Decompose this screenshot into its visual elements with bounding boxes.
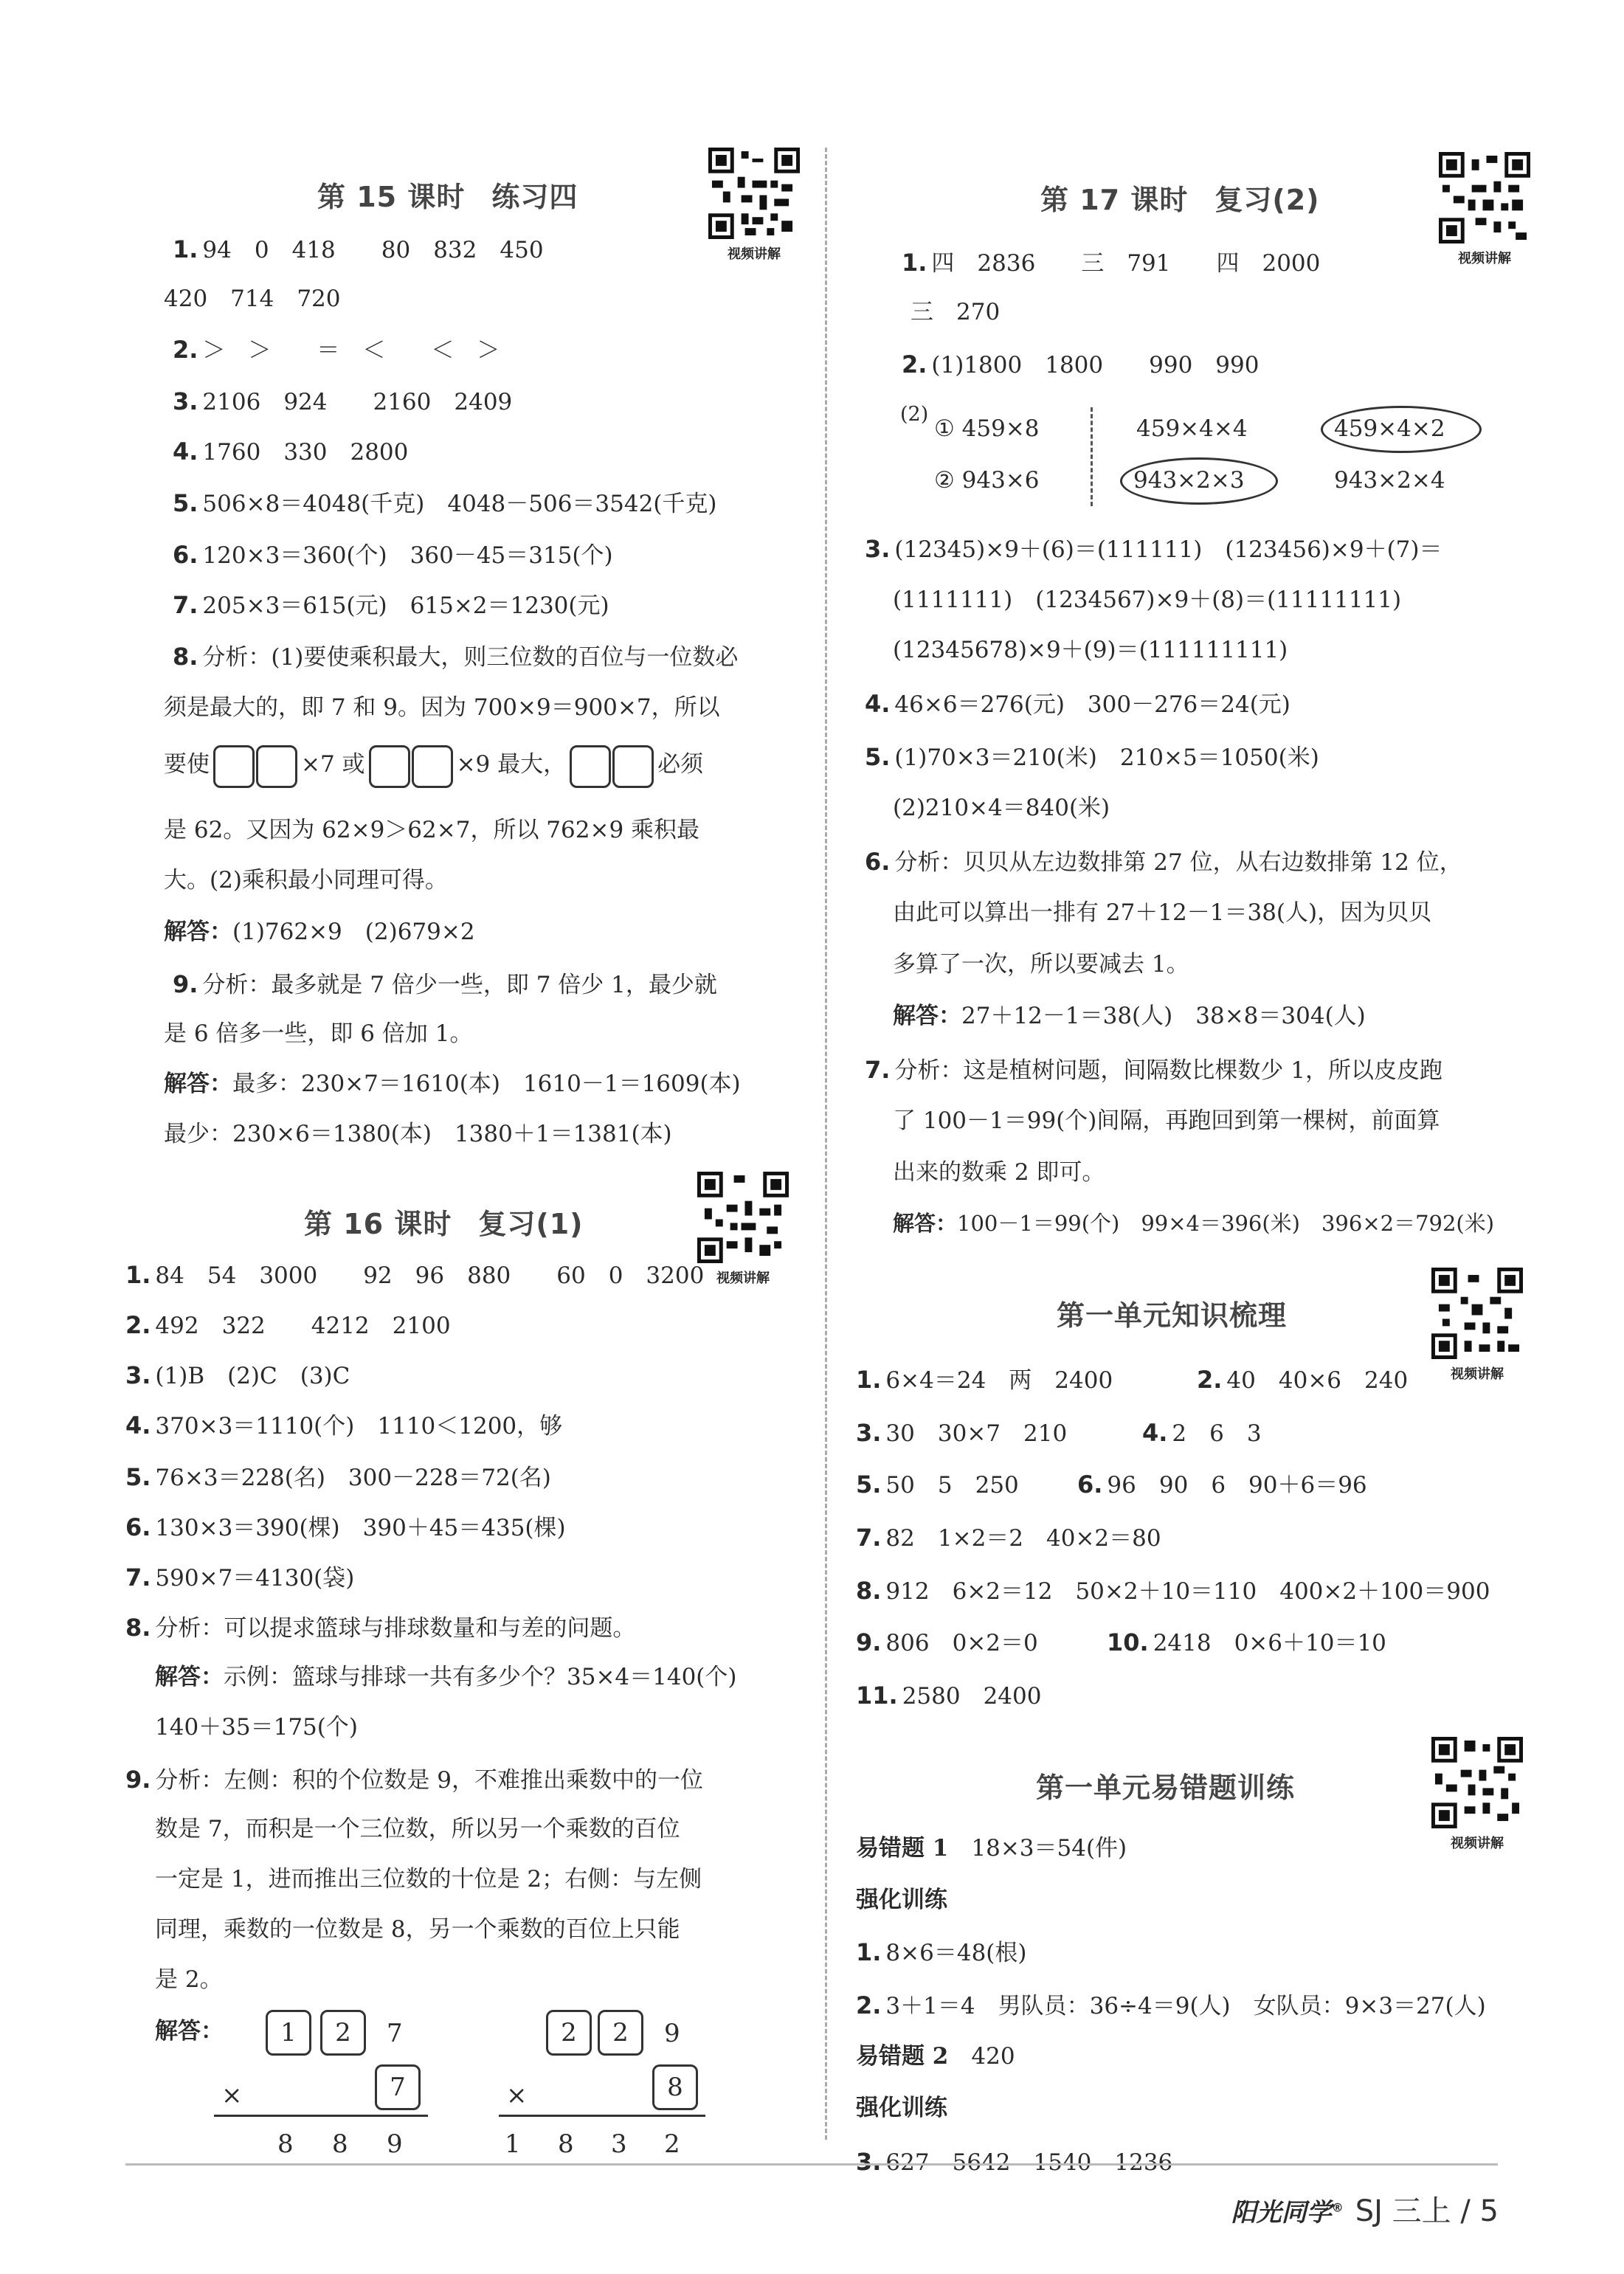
section-title-review: 第一单元知识梳理 (1057, 1299, 1288, 1332)
qr-code-16[interactable] (697, 1172, 789, 1287)
item-number: 9. (173, 970, 198, 998)
answer-text: 2580 2400 (902, 1683, 1042, 1710)
item-number: 3. (173, 387, 198, 415)
answer-text: (1)1800 1800 990 990 (931, 352, 1260, 379)
answer-7 (865, 1058, 1442, 1082)
item-number: 3. (865, 535, 891, 563)
qr-code-errors[interactable] (1431, 1737, 1523, 1852)
blank-box (213, 745, 255, 788)
analysis-line: 是 62。又因为 62×9＞62×7，所以 762×9 乘积最 (164, 817, 700, 843)
multiply-sign: × (506, 2081, 528, 2110)
analysis-line: 出来的数乘 2 即可。 (893, 1159, 1105, 1186)
review-4 (1142, 1421, 1262, 1445)
answer-8 (125, 1616, 635, 1640)
answer-1 (902, 251, 1320, 275)
qr-caption: 视频讲解 (1451, 1836, 1504, 1851)
training-label: 强化训练 (856, 1887, 947, 1913)
analysis-line: 是 2。 (155, 1966, 223, 1993)
lesson-name: 练习四 (491, 181, 578, 213)
answer-6 (173, 543, 613, 567)
item-number: 4. (1142, 1419, 1168, 1447)
analysis-text: 分析：(1)要使乘积最大，则三位数的百位与一位数必 (202, 644, 739, 671)
answer-text: 627 5642 1540 1236 (885, 2149, 1173, 2176)
answer-text: 2418 0×6＋10＝10 (1153, 1630, 1386, 1656)
expr: 943×2×3 (1133, 467, 1245, 494)
answer-text: 94 0 418 80 832 450 (202, 237, 544, 263)
answer-1-cont: 三 270 (911, 299, 1001, 325)
qr-code-icon (1431, 1268, 1523, 1359)
item-number: 2. (902, 350, 927, 379)
item-number: 2. (1197, 1366, 1223, 1394)
answer-text: (12345)×9＋(6)＝(111111) (123456)×9＋(7)＝ (894, 536, 1442, 563)
item-number: 7. (125, 1563, 151, 1592)
qr-caption: 视频讲解 (1458, 251, 1511, 266)
item-number: 4. (173, 438, 198, 466)
digit-box: 2 (598, 2010, 643, 2056)
analysis-text: 分析：最多就是 7 倍少一些，即 7 倍少 1，最少就 (202, 972, 717, 998)
item-number: 6. (173, 541, 198, 569)
item-number: 3. (856, 1419, 882, 1447)
item-number: 7. (173, 591, 198, 619)
digit: 1 (505, 2129, 521, 2159)
review-1 (856, 1368, 1113, 1392)
separator (1091, 407, 1093, 506)
error-question-1 (856, 1837, 1127, 1860)
item-number: 11. (856, 1682, 898, 1710)
expr: 943×2×4 (1334, 467, 1445, 494)
solution-7 (893, 1213, 1494, 1234)
review-2 (1197, 1368, 1408, 1392)
expr: 459×4×2 (1334, 415, 1445, 442)
qr-caption: 视频讲解 (1451, 1366, 1504, 1382)
item-number: 1. (856, 1366, 882, 1394)
digit: 8 (558, 2129, 574, 2159)
answer-text: (1)B (2)C (3)C (155, 1363, 350, 1389)
solution-text: 100－1＝99(个) 99×4＝396(米) 396×2＝792(米) (957, 1211, 1495, 1236)
answer-2 (173, 338, 500, 362)
item-number: 2. (125, 1311, 151, 1339)
page-number: SJ 三上 / 5 (1355, 2194, 1499, 2228)
answer-5 (125, 1465, 551, 1490)
answer-text: 2106 924 2160 2409 (202, 389, 513, 415)
analysis-text: ×9 最大， (456, 751, 567, 778)
answer-5 (865, 745, 1319, 770)
answer-text: 40 40×6 240 (1226, 1367, 1409, 1394)
qr-caption: 视频讲解 (728, 246, 781, 262)
solution-6 (893, 1005, 1366, 1028)
answer-9 (173, 972, 717, 997)
solution-9 (164, 1073, 741, 1096)
solution-8 (164, 921, 475, 944)
answer-8 (173, 645, 738, 669)
qr-code-icon (1439, 152, 1530, 243)
item-number: 7. (856, 1524, 882, 1552)
review-7 (856, 1526, 1161, 1550)
item-number: 9. (856, 1628, 882, 1656)
digit: 2 (664, 2129, 680, 2159)
lesson-name: 复习(2) (1214, 184, 1320, 216)
digit-box: 7 (375, 2064, 421, 2110)
answer-text: 120×3＝360(个) 360－45＝315(个) (202, 542, 613, 569)
answer-3 (865, 537, 1442, 561)
analysis-line: 大。(2)乘积最小同理可得。 (164, 867, 448, 894)
answer-1 (125, 1263, 704, 1288)
item-number: 8. (173, 643, 198, 671)
answer-line: (2)210×4＝840(米) (893, 795, 1110, 821)
answer-text: 3＋1＝4 男队员：36÷4＝9(人) 女队员：9×3＝27(人) (885, 1993, 1486, 2019)
result-line (214, 2115, 428, 2117)
answer-text: 420 (971, 2043, 1015, 2070)
answer-7 (173, 593, 609, 618)
blank-boxes (212, 743, 298, 788)
item-number: 1. (856, 1938, 882, 1966)
error-label: 易错题 1 (856, 1835, 949, 1862)
expr: ① 459×8 (934, 415, 1040, 442)
solution-label: 解答： (893, 1003, 961, 1029)
analysis-text: 分析：左侧：积的个位数是 9，不难推出乘数中的一位 (155, 1767, 703, 1794)
multiply-sign: × (221, 2081, 243, 2110)
brand-logo (1231, 2198, 1344, 2228)
solution-label: 解答： (164, 1071, 232, 1097)
review-11 (856, 1684, 1041, 1708)
item-number: 7. (865, 1056, 891, 1084)
item-number: 5. (856, 1471, 882, 1499)
blank-box (570, 745, 611, 788)
section-title-17 (1040, 177, 1320, 218)
solution-text: 示例：篮球与排球一共有多少个？35×4＝140(个) (224, 1664, 737, 1690)
answer-text: 76×3＝228(名) 300－228＝72(名) (155, 1465, 551, 1491)
item-number: 1. (902, 249, 927, 277)
digit-box: 8 (652, 2064, 698, 2110)
digit-box: 2 (320, 2010, 366, 2056)
answer-5 (173, 491, 717, 516)
answer-text: 50 5 250 (885, 1472, 1019, 1499)
footer-rule (125, 2163, 1498, 2166)
blank-box (256, 745, 297, 788)
solution-label: 解答： (155, 1664, 224, 1690)
item-number: 4. (865, 690, 891, 718)
column-divider (825, 148, 827, 2140)
blank-box (612, 745, 654, 788)
blank-box (369, 745, 410, 788)
item-number: 9. (125, 1766, 151, 1794)
answer-7 (125, 1563, 355, 1592)
answer-text: 2 6 3 (1172, 1420, 1262, 1447)
answer-text: 96 90 6 90＋6＝96 (1107, 1472, 1367, 1499)
blank-boxes (569, 743, 654, 788)
blank-box (412, 745, 453, 788)
error-question-2 (856, 2045, 1015, 2068)
answer-6 (865, 850, 1462, 874)
review-9 (856, 1628, 1038, 1656)
result-line (499, 2115, 705, 2117)
item-number: 5. (865, 743, 891, 771)
qr-code-review[interactable] (1431, 1268, 1523, 1383)
analysis-text: 分析：这是植树问题，间隔数比棵数少 1，所以皮皮跑 (894, 1057, 1442, 1084)
blank-boxes (368, 743, 454, 788)
analysis-line: 同理，乘数的一位数是 8，另一个乘数的百位上只能 (155, 1916, 680, 1943)
digit: 8 (332, 2129, 348, 2159)
answer-text: 1760 330 2800 (202, 439, 409, 466)
answer-text: 912 6×2＝12 50×2＋10＝110 400×2＋100＝900 (885, 1578, 1490, 1605)
answer-text: 四 2836 三 791 四 2000 (931, 250, 1321, 277)
solution-8 (155, 1666, 737, 1689)
item-number: 6. (125, 1513, 151, 1541)
analysis-text: 必须 (657, 751, 704, 778)
item-number: 10. (1107, 1628, 1149, 1656)
item-number: 5. (125, 1463, 151, 1491)
answer-line: (1111111) (1234567)×9＋(8)＝(11111111) (893, 587, 1402, 613)
qr-code-17[interactable] (1439, 152, 1530, 267)
training-3 (856, 2150, 1172, 2174)
answer-text: 590×7＝4130(袋) (155, 1565, 355, 1592)
answer-text: 205×3＝615(元) 615×2＝1230(元) (202, 592, 609, 619)
analysis-text: 分析：可以提求篮球与排球数量和与差的问题。 (155, 1615, 636, 1642)
qr-caption: 视频讲解 (716, 1271, 770, 1286)
item-number: 8. (856, 1577, 882, 1605)
section-title-15 (317, 174, 578, 215)
answer-3 (125, 1361, 350, 1389)
answer-text: 492 322 4212 2100 (155, 1313, 451, 1339)
item-number: 3. (125, 1361, 151, 1389)
answer-1-cont: 420 714 720 (164, 286, 341, 312)
answer-text: 8×6＝48(根) (885, 1940, 1027, 1966)
qr-code-icon (708, 148, 800, 239)
section-title-16 (304, 1201, 584, 1242)
digit-box: 1 (266, 2010, 311, 2056)
solution-text: (1)762×9 (2)679×2 (232, 919, 475, 945)
solution-text: 27＋12－1＝38(人) 38×8＝304(人) (961, 1003, 1366, 1029)
analysis-line: 须是最大的，即 7 和 9。因为 700×9＝900×7，所以 (164, 694, 720, 721)
item-number: 8. (125, 1614, 151, 1642)
analysis-line: 了 100－1＝99(个)间隔，再跑回到第一棵树，前面算 (893, 1107, 1440, 1134)
answer-text: 46×6＝276(元) 300－276＝24(元) (894, 691, 1290, 718)
review-3 (856, 1421, 1067, 1445)
training-label: 强化训练 (856, 2095, 947, 2121)
review-5 (856, 1473, 1019, 1497)
item-number: 5. (173, 489, 198, 517)
lesson-name: 复习(1) (478, 1208, 584, 1240)
solution-line: 最少：230×6＝1380(本) 1380＋1＝1381(本) (164, 1121, 672, 1147)
answer-4 (125, 1411, 563, 1440)
solution-line: 140＋35＝175(个) (155, 1714, 358, 1741)
digit-box: 2 (546, 2010, 592, 2056)
expr: 459×4×4 (1136, 415, 1248, 442)
answer-6 (125, 1513, 566, 1541)
expr: ② 943×6 (934, 467, 1040, 494)
qr-code-15[interactable] (708, 148, 800, 263)
lesson-number: 第 15 课时 (317, 181, 466, 213)
analysis-line: 多算了一次，所以要减去 1。 (893, 951, 1189, 978)
answer-text: 130×3＝390(棵) 390＋45＝435(棵) (155, 1515, 566, 1541)
answer-text: 82 1×2＝2 40×2＝80 (885, 1525, 1161, 1552)
solution-label: 解答： (893, 1211, 958, 1236)
registered-mark: ® (1331, 2200, 1344, 2215)
answer-2 (125, 1313, 451, 1338)
lesson-number: 第 16 课时 (304, 1208, 452, 1240)
analysis-text: 分析：贝贝从左边数排第 27 位，从右边数排第 12 位， (894, 849, 1462, 876)
answer-text: (1)70×3＝210(米) 210×5＝1050(米) (894, 744, 1319, 771)
answer-text: 6×4＝24 两 2400 (885, 1367, 1113, 1394)
solution-label: 解答： (164, 919, 232, 945)
page-footer (1231, 2188, 1499, 2230)
training-2 (856, 1991, 1486, 2019)
item-number: 6. (1077, 1471, 1103, 1499)
answer-4 (865, 692, 1290, 716)
solution-label: 解答： (155, 2018, 224, 2045)
analysis-line: 是 6 倍多一些，即 6 倍加 1。 (164, 1020, 473, 1047)
answer-text: 806 0×2＝0 (885, 1630, 1038, 1656)
section-title-errors: 第一单元易错题训练 (1036, 1772, 1296, 1804)
answer-text: 506×8＝4048(千克) 4048－506＝3542(千克) (202, 491, 717, 517)
answer-text: 18×3＝54(件) (971, 1835, 1127, 1862)
training-1 (856, 1940, 1026, 1965)
answer-4 (173, 440, 408, 464)
answer-text: 84 54 3000 92 96 880 60 0 3200 (155, 1262, 705, 1289)
digit: 8 (277, 2129, 294, 2159)
error-label: 易错题 2 (856, 2043, 949, 2070)
answer-line: (12345678)×9＋(9)＝(111111111) (893, 637, 1288, 663)
digit: 3 (611, 2129, 627, 2159)
answer-text: ＞ ＞ ＝ ＜ ＜ ＞ (202, 337, 500, 364)
item-number: 4. (125, 1411, 151, 1440)
item-number: 2. (856, 1991, 882, 2019)
analysis-text: 要使 (164, 751, 210, 778)
brand-name: 阳光同学 (1231, 2198, 1332, 2228)
analysis-line: 一定是 1，进而推出三位数的十位是 2；右侧：与左侧 (155, 1866, 702, 1893)
qr-code-icon (1431, 1737, 1523, 1828)
review-8 (856, 1579, 1490, 1603)
item-number: 3. (856, 2148, 882, 2176)
answer-1 (173, 235, 544, 263)
digit: 9 (664, 2019, 680, 2048)
item-number: 1. (125, 1261, 151, 1289)
answer-2 (902, 350, 1260, 379)
answer-text: 370×3＝1110(个) 1110＜1200，够 (155, 1413, 563, 1440)
answer-text: 30 30×7 210 (885, 1420, 1068, 1447)
analysis-boxes-line (164, 742, 703, 788)
solution-text: 最多：230×7＝1610(本) 1610－1＝1609(本) (232, 1071, 741, 1097)
analysis-text: ×7 或 (301, 751, 365, 778)
lesson-number: 第 17 课时 (1040, 184, 1189, 216)
review-6 (1077, 1473, 1367, 1497)
qr-code-icon (697, 1172, 789, 1263)
review-10 (1107, 1628, 1386, 1656)
analysis-line: 数是 7，而积是一个三位数，所以另一个乘数的百位 (155, 1816, 680, 1842)
answer-3 (173, 387, 513, 415)
answer-9 (125, 1768, 703, 1792)
item-number: 1. (173, 235, 198, 263)
sub-label: (2) (900, 403, 929, 426)
digit: 7 (387, 2019, 403, 2048)
item-number: 2. (173, 336, 198, 364)
item-number: 6. (865, 848, 891, 876)
digit: 9 (387, 2129, 403, 2159)
analysis-line: 由此可以算出一排有 27＋12－1＝38(人)，因为贝贝 (893, 899, 1432, 926)
